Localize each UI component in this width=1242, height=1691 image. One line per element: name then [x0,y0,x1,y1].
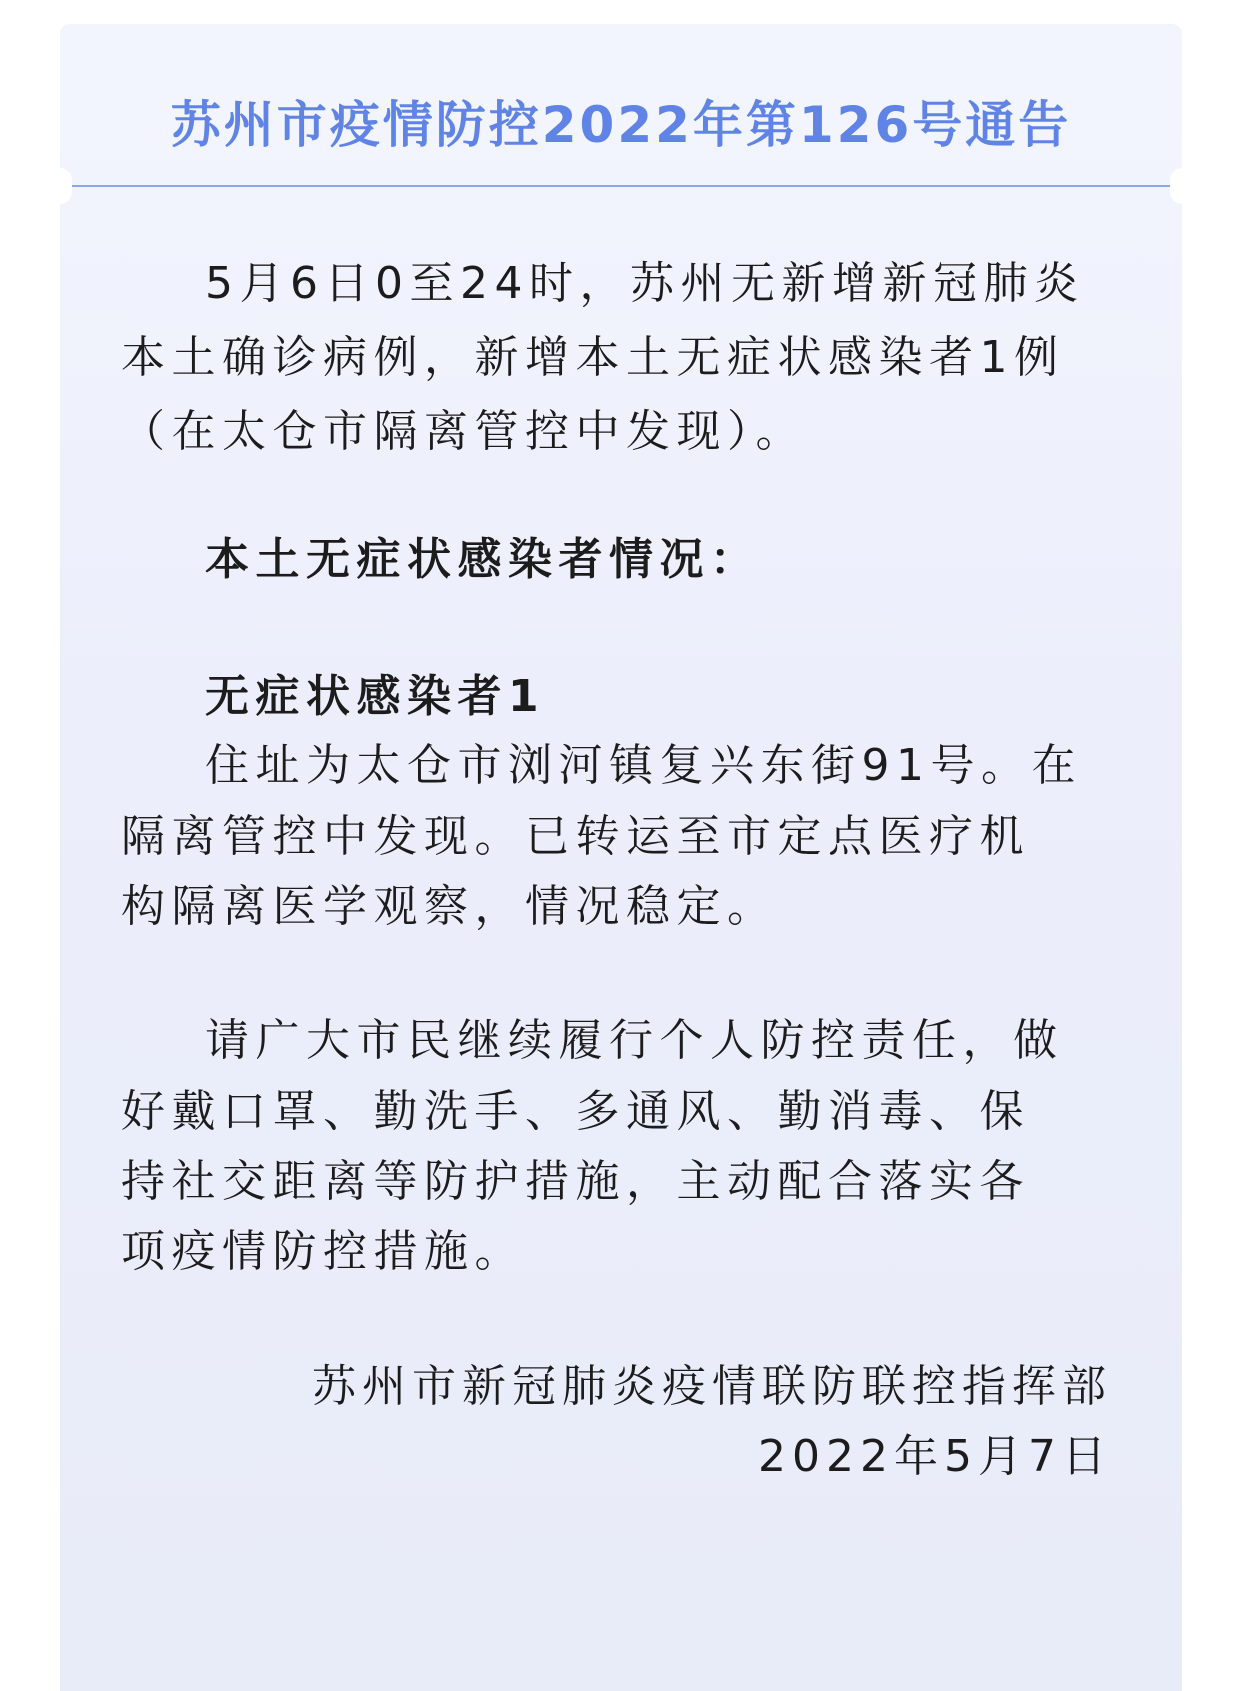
paragraph-line: （在太仓市隔离管控中发现）。 [121,406,806,457]
paragraph-line: 构隔离医学观察，情况稳定。 [121,881,778,932]
paragraph-line: 住址为太仓市浏河镇复兴东街91号。在 [205,740,1082,791]
issue-date: 2022年5月7日 [758,1431,1112,1482]
case-heading: 无症状感染者1 [205,671,546,722]
paragraph-line: 本土确诊病例，新增本土无症状感染者1例 [121,332,1065,383]
paragraph-line: 请广大市民继续履行个人防控责任，做 [205,1015,1064,1066]
title-divider [72,185,1170,187]
notice-title: 苏州市疫情防控2022年第126号通告 [170,96,1072,154]
paragraph-line: 持社交距离等防护措施，主动配合落实各 [121,1156,1030,1207]
issuer-signature: 苏州市新冠肺炎疫情联防联控指挥部 [312,1361,1112,1412]
paragraph-line: 项疫情防控措施。 [121,1226,525,1277]
paragraph-line: 好戴口罩、勤洗手、多通风、勤消毒、保 [121,1086,1030,1137]
section-heading: 本土无症状感染者情况： [205,534,761,585]
card-notch-right [1170,168,1194,204]
card-notch-left [48,168,72,204]
paragraph-line: 隔离管控中发现。已转运至市定点医疗机 [121,811,1030,862]
paragraph-line: 5月6日0至24时，苏州无新增新冠肺炎 [205,258,1085,309]
